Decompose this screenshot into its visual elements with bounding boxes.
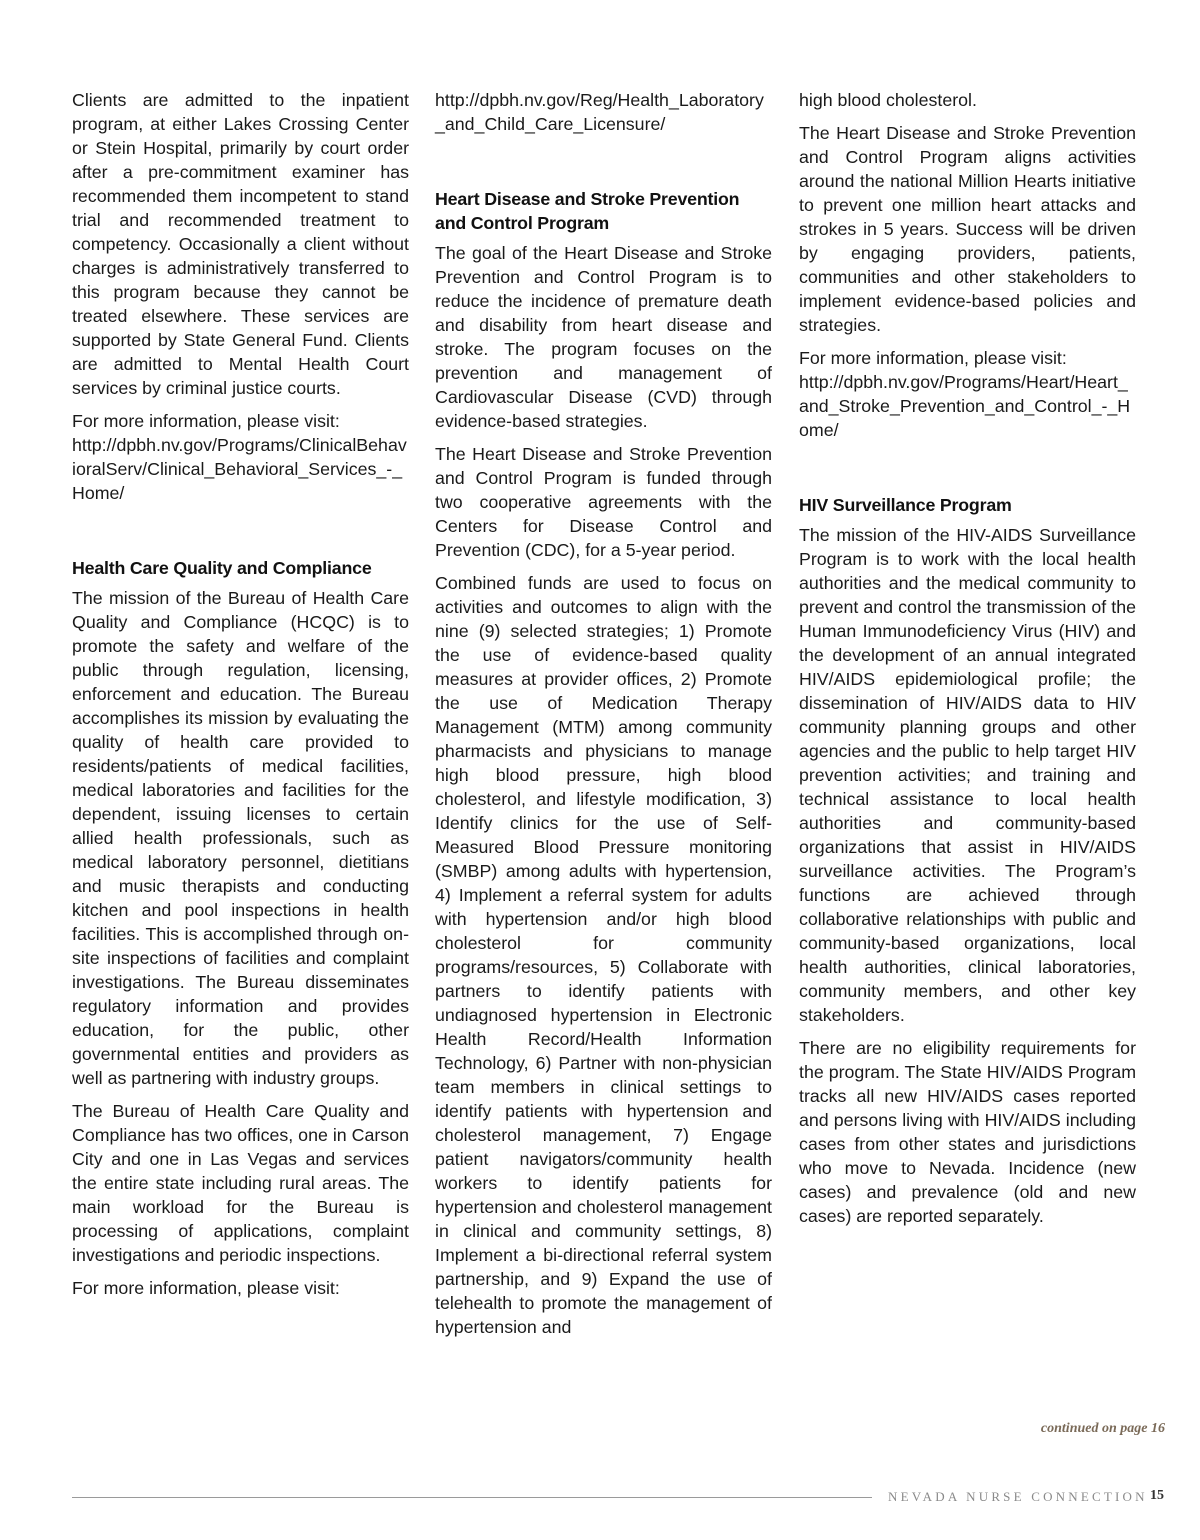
publication-title: NEVADA NURSE CONNECTION (888, 1489, 1148, 1504)
column-2 (435, 88, 772, 1348)
footer-divider (72, 1497, 872, 1498)
column-1 (72, 88, 409, 1309)
more-info-heart-stroke (799, 346, 1136, 442)
more-info-label: For more information, please visit: (799, 348, 1067, 368)
more-info-clinical-services (72, 409, 409, 505)
paragraph-inpatient-program: Clients are admitted to the inpatient program, at either Lakes Crossing Center or Stein Hospital, primarily by court order after a pre-commitment examiner has recommended them incompetent to stand trial and recommended treatment to competency. Occasionally a client without charges is administratively transferred to this program because they cannot be treated elsewhere. These services are supported by State General Fund. Clients are admitted to Mental Health Court services by criminal justice courts. (72, 90, 409, 398)
paragraph-heart-strategies: Combined funds are used to focus on activities and outcomes to align with the nine (9) selected strategies; 1) Promote the use of evidence-based quality measures at provider offices, 2) Promote the use of Medication Therapy Management (MTM) among community pharmacists and physicians to manage high blood pressure, high blood cholesterol, and lifestyle modification, 3) Identify clinics for the use of Self- Measured Blood Pressure monitoring (SMBP) among adults with hypertension, 4) Implement a referral system for adults with hypertension and/or high blood cholesterol for community programs/resources, 5) Collaborate with partners to identify patients with undiagnosed hypertension in Electronic Health Record/Health Information Technology, 6) Partner with non-physician team members in clinical settings to identify patients with hypertension and cholesterol management, 7) Engage patient navigators/community health workers to identify patients for hypertension and cholesterol management in clinical and community settings, 8) Implement a bi-directional referral system partnership, and 9) Expand the use of telehealth to promote the management of hypertension and (435, 573, 772, 1337)
heading-hiv-surveillance: HIV Surveillance Program (799, 495, 1012, 515)
page-number: 15 (1150, 1488, 1164, 1503)
paragraph-hiv-mission: The mission of the HIV-AIDS Surveillance Program is to work with the local health authorities and the medical community to prevent and control the transmission of the Human Immunodeficiency Virus (HIV) and the development of an annual integrated HIV/AIDS epidemiological profile; the dissemination of HIV/AIDS data to HIV community planning groups and other agencies and the public to help target HIV prevention activities; and training and technical assistance to local health authorities and community-based organizations that assist in HIV/AIDS surveillance activities. The Program’s functions are achieved through collaborative relationships with public and community-based organizations, local health authorities, clinical laboratories, community members, and other key stakeholders. (799, 525, 1136, 1025)
more-info-label: For more information, please visit: (72, 411, 340, 431)
paragraph-heart-goal: The goal of the Heart Disease and Stroke Prevention and Control Program is to reduce the incidence of premature death and disability from heart disease and stroke. The program focuses on the prevention and management of Cardiovascular Disease (CVD) through evidence-based strategies. (435, 243, 772, 431)
clinical-services-link[interactable]: http://dpbh.nv.gov/Programs/ClinicalBehavioralServ/Clinical_Behavioral_Services_-_Home/ (72, 435, 407, 503)
heart-stroke-link[interactable]: http://dpbh.nv.gov/Programs/Heart/Heart_and_Stroke_Prevention_and_Control_-_Home/ (799, 372, 1131, 440)
paragraph-hiv-eligibility: There are no eligibility requirements for the program. The State HIV/AIDS Program tracks all new HIV/AIDS cases reported and persons living with HIV/AIDS including cases from other states and jurisdictions who move to Nevada. Incidence (new cases) and prevalence (old and new cases) are reported separately. (799, 1038, 1136, 1226)
column-3 (799, 88, 1136, 1237)
more-info-label-hcqc: For more information, please visit: (72, 1278, 340, 1298)
paragraph-hcqc-mission: The mission of the Bureau of Health Care Quality and Compliance (HCQC) is to promote the safety and welfare of the public through regulation, licensing, enforcement and education. The Bureau accomplishes its mission by evaluating the quality of health care provided to residents/patients of medical facilities, medical laboratories and facilities for the dependent, issuing licenses to certain allied health professionals, such as medical laboratory personnel, dietitians and music therapists and conducting kitchen and pool inspections in health facilities. This is accomplished through on-site inspections of facilities and complaint investigations. The Bureau disseminates regulatory information and provides education, for the public, other governmental entities and providers as well as partnering with industry groups. (72, 588, 409, 1088)
health-laboratory-link[interactable]: http://dpbh.nv.gov/Reg/Health_Laboratory_and_Child_Care_Licensure/ (435, 90, 764, 134)
paragraph-heart-funding: The Heart Disease and Stroke Prevention and Control Program is funded through two cooperative agreements with the Centers for Disease Control and Prevention (CDC), for a 5-year period. (435, 444, 772, 560)
heading-heart-disease-program: Heart Disease and Stroke Prevention and Control Program (435, 189, 740, 233)
paragraph-hcqc-offices: The Bureau of Health Care Quality and Compliance has two offices, one in Carson City and one in Las Vegas and services the entire state including rural areas. The main workload for the Bureau is processing of applications, complaint investigations and periodic inspections. (72, 1101, 409, 1265)
continued-note[interactable]: continued on page 16 (1040, 1421, 1165, 1436)
heading-health-care-quality: Health Care Quality and Compliance (72, 558, 372, 578)
paragraph-continuation: high blood cholesterol. (799, 90, 977, 110)
paragraph-million-hearts: The Heart Disease and Stroke Prevention and Control Program aligns activities around the national Million Hearts initiative to prevent one million heart attacks and strokes in 5 years. Success will be driven by engaging providers, patients, communities and other stakeholders to implement evidence-based policies and strategies. (799, 123, 1136, 335)
